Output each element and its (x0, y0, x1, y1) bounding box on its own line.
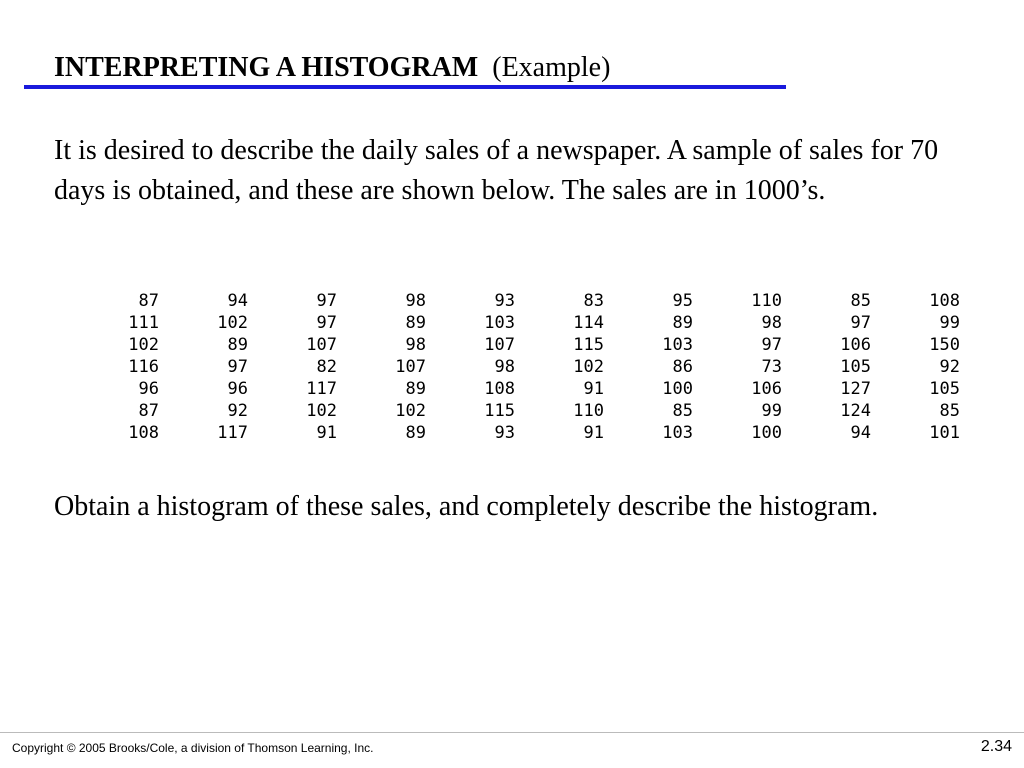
table-cell: 107 (484, 335, 515, 355)
table-cell: 103 (484, 313, 515, 333)
table-cell: 105 (840, 357, 871, 377)
table-cell: 91 (316, 423, 337, 443)
table-cell: 86 (672, 357, 693, 377)
table-cell: 73 (761, 357, 782, 377)
table-cell: 105 (929, 379, 960, 399)
table-cell: 100 (751, 423, 782, 443)
table-row (70, 378, 960, 400)
table-cell: 98 (405, 335, 426, 355)
sales-table-body (70, 290, 960, 444)
table-cell: 103 (662, 335, 693, 355)
table-cell: 97 (761, 335, 782, 355)
table-cell: 98 (405, 291, 426, 311)
table-cell: 91 (583, 379, 604, 399)
task-paragraph: Obtain a histogram of these sales, and completely describe the histogram. (54, 491, 879, 522)
table-cell: 89 (405, 423, 426, 443)
table-cell: 98 (494, 357, 515, 377)
table-cell: 102 (573, 357, 604, 377)
table-cell: 99 (761, 401, 782, 421)
table-cell: 92 (227, 401, 248, 421)
table-cell: 85 (939, 401, 960, 421)
table-cell: 96 (227, 379, 248, 399)
table-cell: 87 (138, 401, 159, 421)
title-underline (24, 85, 786, 89)
title-suffix: (Example) (492, 52, 611, 83)
table-cell: 102 (306, 401, 337, 421)
table-cell: 83 (583, 291, 604, 311)
table-cell: 127 (840, 379, 871, 399)
table-cell: 85 (850, 291, 871, 311)
table-row (70, 312, 960, 334)
table-cell: 107 (395, 357, 426, 377)
table-cell: 116 (128, 357, 159, 377)
table-cell: 117 (217, 423, 248, 443)
table-cell: 103 (662, 423, 693, 443)
sales-data-table (70, 290, 960, 444)
page-number: 2.34 (980, 738, 1012, 755)
table-cell: 115 (484, 401, 515, 421)
table-cell: 91 (583, 423, 604, 443)
table-cell: 110 (751, 291, 782, 311)
slide-title (54, 50, 610, 86)
table-cell: 114 (573, 313, 604, 333)
table-cell: 95 (672, 291, 693, 311)
table-cell: 85 (672, 401, 693, 421)
table-cell: 150 (929, 335, 960, 355)
footer-divider (0, 732, 1024, 733)
table-cell: 100 (662, 379, 693, 399)
table-cell: 108 (484, 379, 515, 399)
table-row (70, 400, 960, 422)
table-cell: 94 (850, 423, 871, 443)
table-cell: 111 (128, 313, 159, 333)
table-cell: 97 (227, 357, 248, 377)
table-cell: 89 (227, 335, 248, 355)
table-cell: 124 (840, 401, 871, 421)
table-cell: 92 (939, 357, 960, 377)
table-cell: 97 (850, 313, 871, 333)
table-cell: 108 (929, 291, 960, 311)
table-cell: 102 (128, 335, 159, 355)
table-row (70, 334, 960, 356)
table-cell: 89 (405, 313, 426, 333)
table-cell: 97 (316, 291, 337, 311)
table-cell: 106 (840, 335, 871, 355)
table-cell: 102 (217, 313, 248, 333)
table-cell: 87 (138, 291, 159, 311)
table-cell: 89 (672, 313, 693, 333)
table-cell: 93 (494, 291, 515, 311)
table-cell: 98 (761, 313, 782, 333)
table-cell: 94 (227, 291, 248, 311)
table-cell: 89 (405, 379, 426, 399)
table-cell: 107 (306, 335, 337, 355)
table-row (70, 290, 960, 312)
table-cell: 93 (494, 423, 515, 443)
intro-paragraph: It is desired to describe the daily sales of a newspaper. A sample of sales for 70 days is obtained, and these are shown below. The sales are in 1000’s. (54, 135, 939, 206)
table-cell: 96 (138, 379, 159, 399)
table-cell: 110 (573, 401, 604, 421)
table-cell: 108 (128, 423, 159, 443)
table-row (70, 356, 960, 378)
copyright-text: Copyright © 2005 Brooks/Cole, a division of Thomson Learning, Inc. (12, 741, 374, 755)
title-main: INTERPRETING A HISTOGRAM (54, 52, 479, 83)
table-cell: 106 (751, 379, 782, 399)
table-cell: 99 (939, 313, 960, 333)
table-row (70, 422, 960, 444)
table-cell: 82 (316, 357, 337, 377)
table-cell: 117 (306, 379, 337, 399)
title-block (24, 50, 786, 90)
table-cell: 115 (573, 335, 604, 355)
table-cell: 97 (316, 313, 337, 333)
table-cell: 101 (929, 423, 960, 443)
table-cell: 102 (395, 401, 426, 421)
